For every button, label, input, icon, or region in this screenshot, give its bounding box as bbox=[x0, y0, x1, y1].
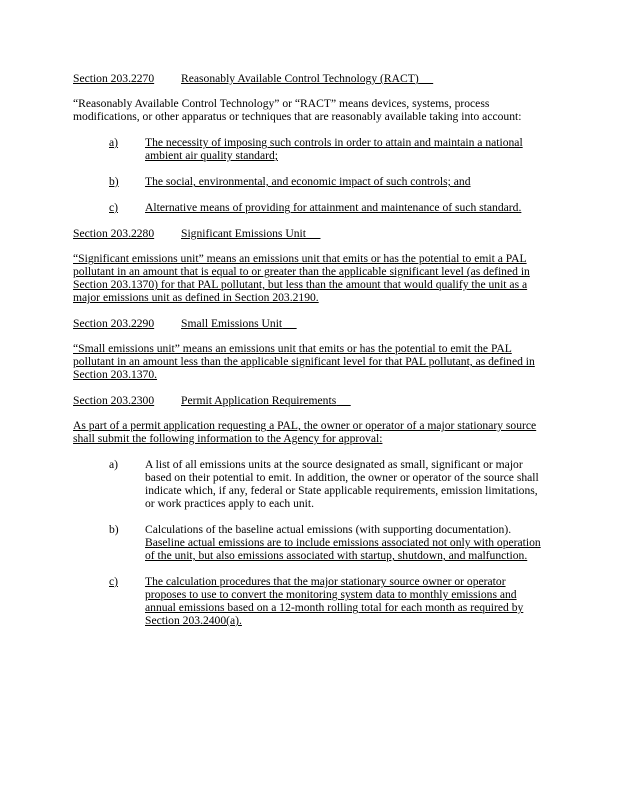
section-203-2280 bbox=[73, 227, 545, 304]
item-text: A list of all emissions units at the source designated as small, significant or major based on their potential to emit. In addition, the owner or operator of the source shall indicate which, if any, federal or State applicable requirements, emission limitations, or work practices apply to each unit. bbox=[145, 458, 539, 510]
section-heading bbox=[73, 394, 545, 407]
section-body bbox=[73, 97, 545, 123]
section-heading bbox=[73, 317, 545, 330]
section-203-2290 bbox=[73, 317, 545, 381]
section-number: Section 203.2290 bbox=[73, 317, 155, 330]
item-text: The social, environmental, and economic impact of such controls; and bbox=[145, 175, 471, 188]
item-label: a) bbox=[109, 136, 119, 149]
item-label: b) bbox=[109, 175, 119, 188]
list-item-c bbox=[73, 575, 545, 627]
item-text: The calculation procedures that the major stationary source owner or operator proposes to use to convert the monitoring system data to monthly emissions and annual emissions based on a 12-month rolling total for each month as required by Section 203.2400(a). bbox=[145, 575, 524, 627]
item-text: The necessity of imposing such controls in order to attain and maintain a national ambient air quality standard; bbox=[145, 136, 523, 162]
item-label: a) bbox=[109, 458, 119, 471]
list-item-b bbox=[73, 175, 545, 188]
item-text-added: Baseline actual emissions are to include emissions associated not only with operation of the unit, but also emissions associated with startup, shutdown, and malfunction. bbox=[145, 536, 541, 562]
list-item-c bbox=[73, 201, 545, 214]
section-title: Permit Application Requirements bbox=[181, 394, 337, 407]
section-203-2270 bbox=[73, 72, 545, 214]
list-item-a bbox=[73, 136, 545, 162]
section-title: Reasonably Available Control Technology (RACT) bbox=[181, 72, 419, 85]
item-text: Calculations of the baseline actual emissions (with supporting documentation). bbox=[145, 523, 512, 536]
section-number: Section 203.2270 bbox=[73, 72, 155, 85]
section-heading bbox=[73, 227, 545, 240]
section-title: Small Emissions Unit bbox=[181, 317, 283, 330]
section-heading bbox=[73, 72, 545, 85]
list-item-b bbox=[73, 523, 545, 562]
item-text: Alternative means of providing for attainment and maintenance of such standard. bbox=[145, 201, 522, 214]
definition-text: “Reasonably Available Control Technology” or “RACT” means devices, systems, process modifications, or other apparatus or techniques that are reasonably available taking into account: bbox=[73, 97, 522, 123]
item-label: c) bbox=[109, 575, 119, 588]
section-number: Section 203.2280 bbox=[73, 227, 155, 240]
item-label: c) bbox=[109, 201, 119, 214]
item-label: b) bbox=[109, 523, 119, 536]
section-body: As part of a permit application requesting a PAL, the owner or operator of a major stationary source shall submit the following information to the Agency for approval: bbox=[73, 419, 537, 445]
section-number: Section 203.2300 bbox=[73, 394, 155, 407]
list-item-a bbox=[73, 458, 545, 510]
document-page bbox=[73, 72, 545, 627]
definition-text: “Small emissions unit” means an emissions unit that emits or has the potential to emit the PAL pollutant in an amount less than the applicable significant level for that PAL pollutant, as defined in Section 203.1370. bbox=[73, 342, 535, 381]
section-203-2300 bbox=[73, 394, 545, 627]
section-title: Significant Emissions Unit bbox=[181, 227, 306, 240]
definition-text: “Significant emissions unit” means an emissions unit that emits or has the potential to emit a PAL pollutant in an amount that is equal to or greater than the applicable significant level (as defined in Section 203.1370) for that PAL pollutant, but less than the amount that would qualify the unit as a major emissions unit as defined in Section 203.2190. bbox=[73, 252, 530, 304]
